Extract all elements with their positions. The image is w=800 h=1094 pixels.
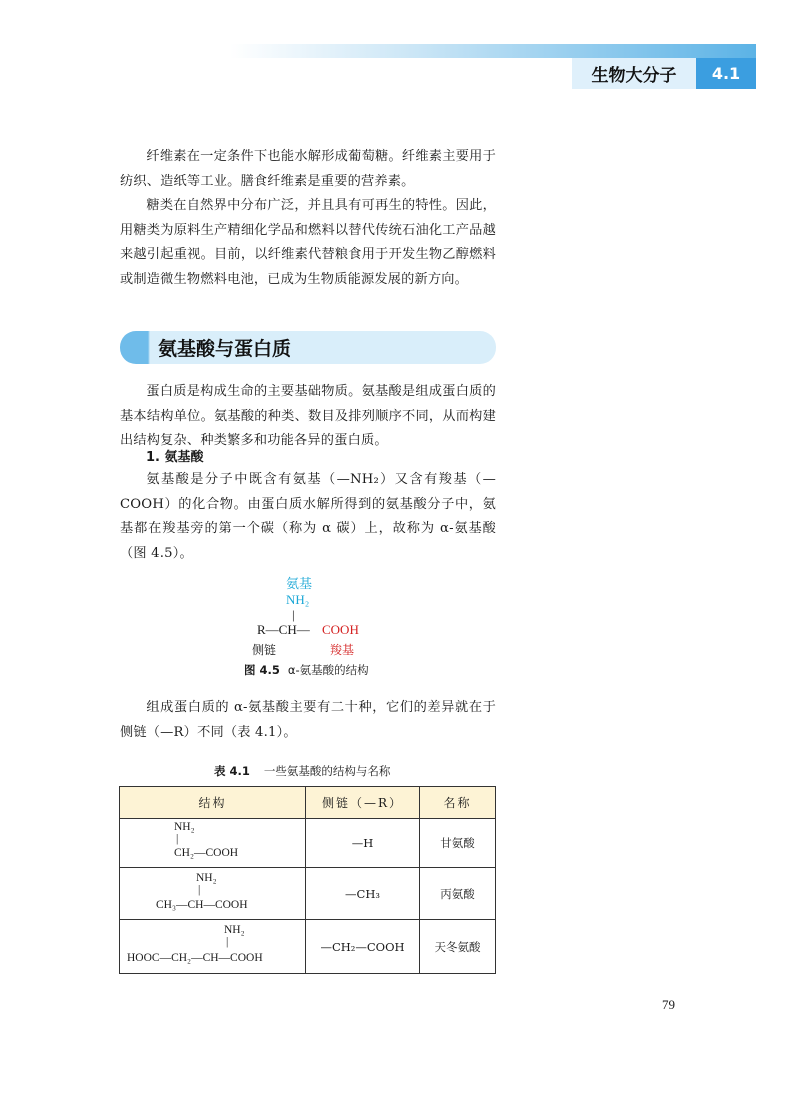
structure-cell [120,868,306,920]
section-title: 氨基酸与蛋白质 [158,338,292,360]
carboxyl-formula: COOH [322,622,359,637]
struct-top: NH₂ [174,821,195,833]
table-row [120,819,496,868]
table-caption-label: 表 4.1 [214,764,250,778]
subsection-title: 1. 氨基酸 [146,450,204,465]
table-caption [214,763,390,779]
amino-group-label: 氨基 [286,576,313,591]
table-row [120,868,496,920]
name-cell: 天冬氨酸 [420,920,496,974]
section-intro-paragraph: 蛋白质是构成生命的主要基础物质。氨基酸是组成蛋白质的基本结构单位。氨基酸的种类、数目及排列顺序不同，从而构建出结构复杂、种类繁多和功能各异的蛋白质。 [120,384,496,448]
name-cell: 丙氨酸 [420,868,496,920]
after-figure-paragraph: 组成蛋白质的 α-氨基酸主要有二十种，它们的差异就在于侧链（—R）不同（表 4.1）。 [120,700,496,740]
chapter-title: 生物大分子 [572,58,696,89]
side-chain-label: 侧链 [252,643,277,657]
vertical-bond: | [292,607,295,622]
page-number: 79 [662,997,675,1012]
struct-bond: | [226,936,229,948]
nh2-formula: NH₂ [286,592,310,607]
intro-paragraph-1: 纤维素在一定条件下也能水解形成葡萄糖。纤维素主要用于纺织、造纸等工业。膳食纤维素是重要的营养素。 [120,149,496,189]
side-chain-cell: —H [306,819,420,868]
struct-top: NH₂ [224,924,245,936]
struct-bond: | [198,884,201,896]
table-caption-text: 一些氨基酸的结构与名称 [263,764,391,778]
amino-acid-table [119,786,496,974]
struct-bond: | [176,833,179,845]
intro-paragraph-2: 糖类在自然界中分布广泛，并且具有可再生的特性。因此，用糖类为原料生产精细化学品和燃料以替代传统石油化工产品越来越引起重视。目前，以纤维素代替粮食用于开发生物乙醇燃料或制造微生物燃料电池，已成为生物质能源发展的新方向。 [120,198,496,287]
header-gradient-bar [230,44,756,58]
carboxyl-group-label: 羧基 [330,643,355,657]
figure-caption [244,662,369,678]
section-heading [120,331,496,364]
chapter-number: 4.1 [696,58,756,89]
struct-main: CH₂—COOH [174,847,239,859]
struct-top: NH₂ [196,872,217,884]
header-name: 名称 [420,787,496,819]
header-structure: 结构 [120,787,306,819]
structure-cell [120,920,306,974]
definition-paragraph: 氨基酸是分子中既含有氨基（—NH₂）又含有羧基（—COOH）的化合物。由蛋白质水解所得到的氨基酸分子中，氨基都在羧基旁的第一个碳（称为 α 碳）上，故称为 α-氨基酸（图 4.5）。 [120,472,496,561]
structure-cell [120,819,306,868]
side-chain-cell: —CH₃ [306,868,420,920]
struct-main: HOOC—CH₂—CH—COOH [127,952,263,964]
struct-main: CH₃—CH—COOH [156,899,248,911]
header-side-chain: 侧链（—R） [306,787,420,819]
figure-caption-text: α-氨基酸的结构 [287,663,369,677]
table-row [120,920,496,974]
backbone-formula: R—CH— [257,622,310,637]
name-cell: 甘氨酸 [420,819,496,868]
side-chain-cell: —CH₂—COOH [306,920,420,974]
figure-caption-label: 图 4.5 [244,663,280,677]
table-header-row [120,787,496,819]
